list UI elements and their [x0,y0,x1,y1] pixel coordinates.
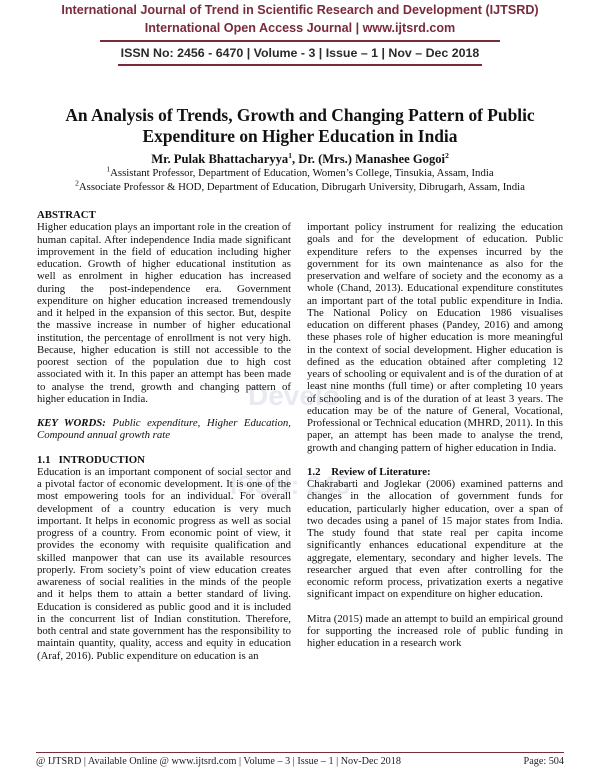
author-line: Mr. Pulak Bhattacharyya$^1$, Dr. (Mrs.) Manashee Gogoi$^2$ [151,150,449,166]
keywords: KEY WORDS: Public expenditure, Higher Education, Compound annual growth rate [37,417,291,442]
watermark-issn: ISSN: 245 [230,470,350,500]
watermark-text: Develo [248,380,340,411]
intro-text-continued: important policy instrument for realizing the education goals and for the development of education. Public expenditure refers to the expenses incurred by the government for its own maintenance as also for the preservation and welfare of society and the economy as a whole (Chand, 2013). Educational expenditure constitutes an important part of the total public expenditure in India. The National Policy on Education 1986 visualises education on different phases (Pandey, 2016) and among these phases role of higher education is more meaningful in the context of social development. Higher education is defined as the education obtained after completing 12 years of schooling or equivalent and is of the duration of at least nine months (full time) or after completing 10 years of schooling and is of the duration of at least 3 years. The education may be of the nature of General, Vocational, Professional or Technical education (MHRD, 2011). In this paper, an attempt has been made to analyse the trend, growth and changing pattern of higher education in India. [307,221,563,454]
paper-title: An Analysis of Trends, Growth and Changing Pattern of Public Expenditure on Higher Education in India [65,105,535,146]
abstract-text: Higher education plays an important role in the creation of human capital. After independence India made significant improvement in the field of education including higher education. Growth of higher educational institution as well as enrolment in higher education has increased during the post-independence era. Government expenditure on higher education increased tremendously and it helped in the expansion of this sector. But, despite the massive increase in number of higher educational institution, the percentage of enrollment is not very high. Because, higher education is still not accessible to the poorest section of the population due to high cost associated with it. In this paper an attempt has been made to analyse the trend, growth and changing pattern of higher education in India. [37,221,291,405]
left-column [37,209,291,662]
review-paragraph-2: Mitra (2015) made an attempt to build an empirical ground for supporting the increased role of public funding in higher education in a research work [307,612,563,649]
page-number: Page: 504 [523,756,564,767]
footer-citation: @ IJTSRD | Available Online @ www.ijtsrd.com | Volume – 3 | Issue – 1 | Nov-Dec 2018 [36,756,401,767]
footer-rule [36,752,564,753]
intro-text: Education is an important component of social sector and a pivotal factor of economic development. It is one of the most empowering tools for an individual. For overall development of a country education is very much important. It helps in economic progress as well as social progress of a country. From economic point of view, it provides the economy with requisite qualification and skilled manpower that can use its available resources properly. From society’s point of view education creates awareness of social realities in the minds of the people and it helps them to attain a better standard of living. Education is considered as public good and it is included in the concurrent list of Indian constitution. Therefore, both central and state government has the responsibility to maintain quantity, quality, access and equity in education (Araf, 2016). Public expenditure on education is an [37,465,291,662]
review-heading: 1.2 Review of Literature: [307,465,431,478]
issn-line: ISSN No: 2456 - 6470 | Volume - 3 | Issue – 1 | Nov – Dec 2018 [120,46,480,60]
author-2: Dr. (Mrs.) Manashee Gogoi [298,152,446,166]
review-paragraph-1: Chakrabarti and Joglekar (2006) examined patterns and changes in the allocation of government funds for education, particularly higher education, over a span of two decades using a panel of 15 major states from India. The study found that state real per capita income significantly enhances educational expenditure at the aggregate, elementary, secondary and higher levels. The researcher argued that even after controlling for the economic reform process, privatization exerts a negative significant impact on expenditure on higher education. [307,478,563,601]
right-column [307,221,563,649]
author-1: Mr. Pulak Bhattacharyya [151,152,289,166]
affiliation-2: $^2$Associate Professor & HOD, Department of Education, Dibrugarh University, Dibrugarh, Assam, India [75,178,525,193]
affiliation-1: $^1$Assistant Professor, Department of Education, Women’s College, Tinsukia, Assam, India [106,164,494,179]
journal-subtitle: International Open Access Journal | www.ijtsrd.com [144,21,456,35]
abstract-heading: ABSTRACT [37,209,96,221]
intro-heading: 1.1 INTRODUCTION [37,453,145,466]
header-rule [100,40,500,42]
journal-header [0,0,600,84]
journal-name: International Journal of Trend in Scientific Research and Development (IJTSRD) [61,3,539,17]
header-rule-lower [118,64,482,66]
